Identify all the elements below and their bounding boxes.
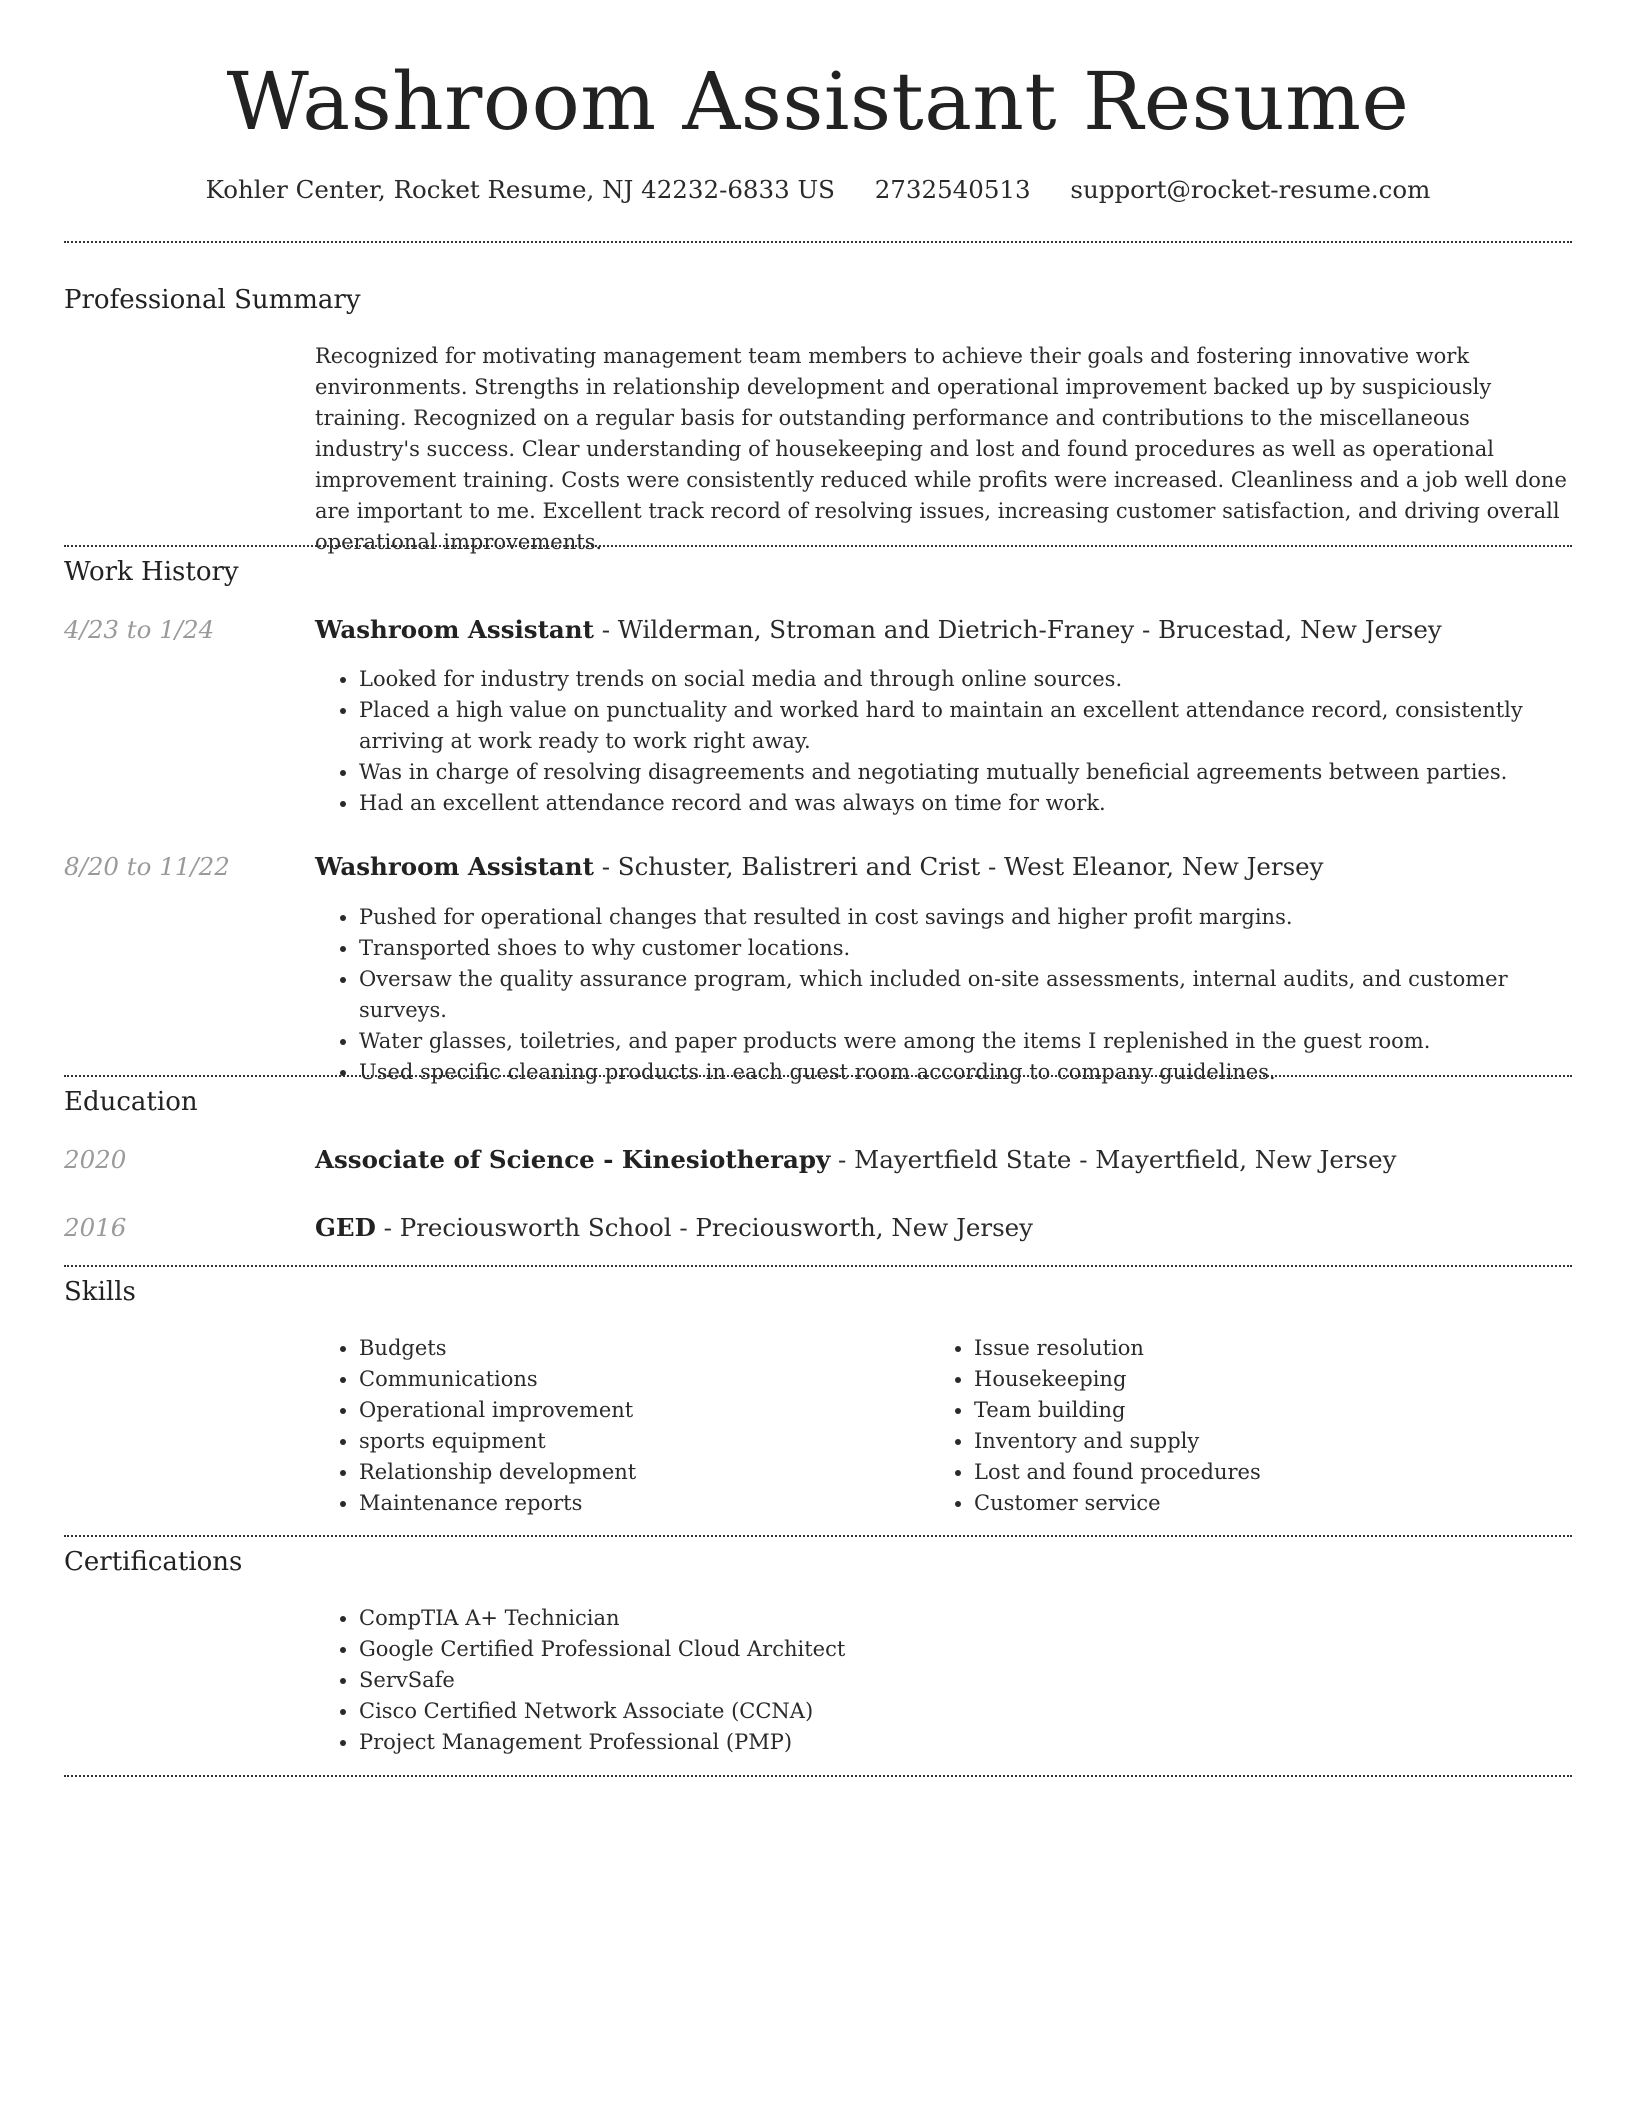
- address: Kohler Center, Rocket Resume, NJ 42232-6833 US: [205, 175, 835, 204]
- certification-item: • Project Management Professional (PMP): [359, 1727, 1574, 1758]
- divider: [64, 1075, 1572, 1077]
- skill-item: • Operational improvement: [359, 1395, 915, 1426]
- skills-list-left: [315, 1333, 915, 1519]
- list-item: • Looked for industry trends on social media and through online sources.: [359, 664, 1574, 695]
- divider: [64, 1265, 1572, 1267]
- skills-list-right: [930, 1333, 1530, 1519]
- job-heading: [315, 612, 1574, 648]
- education-entry: [315, 1210, 1574, 1246]
- list-item: • Water glasses, toiletries, and paper products were among the items I replenished in the guest room.: [359, 1026, 1574, 1057]
- divider: [64, 241, 1572, 243]
- section-title-work: Work History: [64, 557, 239, 587]
- job-company: - Wilderman, Stroman and Dietrich-Franey - Brucestad, New Jersey: [601, 615, 1442, 644]
- list-item: • Was in charge of resolving disagreements and negotiating mutually beneficial agreements between parties.: [359, 757, 1574, 788]
- job-bullets: [315, 902, 1574, 1088]
- certification-item: • ServSafe: [359, 1665, 1574, 1696]
- certification-item: • Google Certified Professional Cloud Architect: [359, 1634, 1574, 1665]
- list-item: • Placed a high value on punctuality and worked hard to maintain an excellent attendance record, consistently arriving at work ready to work right away.: [359, 695, 1574, 757]
- job-title: Washroom Assistant: [315, 615, 594, 644]
- job-dates: 8/20 to 11/22: [64, 852, 230, 881]
- skill-item: • Team building: [974, 1395, 1530, 1426]
- education-entry: [315, 1142, 1574, 1178]
- job-title: Washroom Assistant: [315, 852, 594, 881]
- list-item: • Had an excellent attendance record and was always on time for work.: [359, 788, 1574, 819]
- job-heading: [315, 849, 1574, 885]
- skill-item: • sports equipment: [359, 1426, 915, 1457]
- email: support@rocket-resume.com: [1070, 175, 1431, 204]
- list-item: • Used specific cleaning products in each guest room according to company guidelines.: [359, 1057, 1574, 1088]
- certification-item: • Cisco Certified Network Associate (CCNA): [359, 1696, 1574, 1727]
- summary-text: Recognized for motivating management team members to achieve their goals and fostering innovative work environments. Strengths in relationship development and operational improvement backed up by suspiciously training. Recognized on a regular basis for outstanding performance and contributions to the miscellaneous industry's success. Clear understanding of housekeeping and lost and found procedures as well as operational improvement training. Costs were consistently reduced while profits were increased. Cleanliness and a job well done are important to me. Excellent track record of resolving issues, increasing customer satisfaction, and driving overall operational improvements.: [315, 344, 1567, 554]
- skill-item: • Budgets: [359, 1333, 915, 1364]
- skill-item: • Housekeeping: [974, 1364, 1530, 1395]
- skill-item: • Customer service: [974, 1488, 1530, 1519]
- divider: [64, 1775, 1572, 1777]
- skill-item: • Relationship development: [359, 1457, 915, 1488]
- divider: [64, 545, 1572, 547]
- job-bullets: [315, 664, 1574, 819]
- phone: 2732540513: [874, 175, 1031, 204]
- skill-item: • Maintenance reports: [359, 1488, 915, 1519]
- list-item: • Transported shoes to why customer locations.: [359, 933, 1574, 964]
- skill-item: • Communications: [359, 1364, 915, 1395]
- job-dates: 4/23 to 1/24: [64, 615, 215, 644]
- certifications-list: [315, 1603, 1574, 1758]
- divider: [64, 1535, 1572, 1537]
- school: - Mayertfield State - Mayertfield, New Jersey: [838, 1145, 1397, 1174]
- section-title-certifications: Certifications: [64, 1547, 243, 1577]
- education-year: 2020: [64, 1145, 127, 1174]
- degree: GED: [315, 1213, 376, 1242]
- school: - Preciousworth School - Preciousworth, New Jersey: [383, 1213, 1034, 1242]
- list-item: • Pushed for operational changes that resulted in cost savings and higher profit margins.: [359, 902, 1574, 933]
- skill-item: • Lost and found procedures: [974, 1457, 1530, 1488]
- education-year: 2016: [64, 1213, 127, 1242]
- list-item: • Oversaw the quality assurance program, which included on-site assessments, internal audits, and customer surveys.: [359, 964, 1574, 1026]
- contact-line: [64, 170, 1572, 210]
- job-company: - Schuster, Balistreri and Crist - West Eleanor, New Jersey: [601, 852, 1324, 881]
- skill-item: • Issue resolution: [974, 1333, 1530, 1364]
- certification-item: • CompTIA A+ Technician: [359, 1603, 1574, 1634]
- skill-item: • Inventory and supply: [974, 1426, 1530, 1457]
- section-title-education: Education: [64, 1087, 198, 1117]
- section-title-skills: Skills: [64, 1277, 136, 1307]
- degree: Associate of Science - Kinesiotherapy: [315, 1145, 831, 1174]
- section-title-summary: Professional Summary: [64, 285, 361, 315]
- resume-title: Washroom Assistant Resume: [226, 55, 1410, 148]
